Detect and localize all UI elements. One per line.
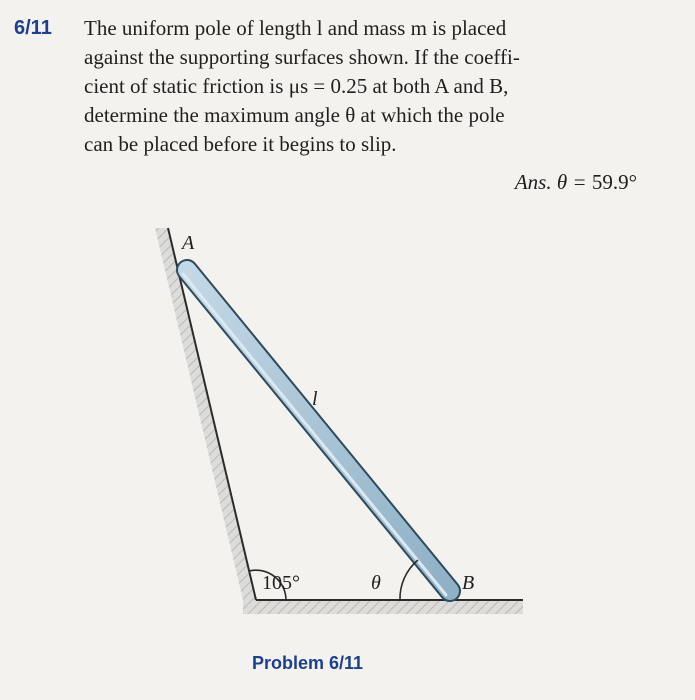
statement-line: The uniform pole of length l and mass m is placed <box>84 16 507 40</box>
label-angle-105: 105° <box>262 572 300 594</box>
statement-line: against the supporting surfaces shown. If the coeffi- <box>84 45 520 69</box>
pole-highlight <box>183 274 446 595</box>
label-length: l <box>312 388 318 410</box>
figure-caption: Problem 6/11 <box>252 653 364 673</box>
label-theta: θ <box>371 572 381 594</box>
answer-value: 59.9° <box>591 170 637 194</box>
label-a: A <box>182 232 195 254</box>
floor-hatch <box>243 600 523 614</box>
label-b: B <box>462 572 475 594</box>
angle-arc-theta <box>400 560 418 600</box>
answer-prefix: Ans. θ = <box>514 170 592 194</box>
statement-line: cient of static friction is μs = 0.25 at both A and B, <box>84 74 509 98</box>
pole <box>187 270 450 591</box>
problem-number: 6/11 <box>14 17 52 39</box>
statement-line: determine the maximum angle θ at which the pole <box>84 103 505 127</box>
statement-line: can be placed before it begins to slip. <box>84 132 397 156</box>
